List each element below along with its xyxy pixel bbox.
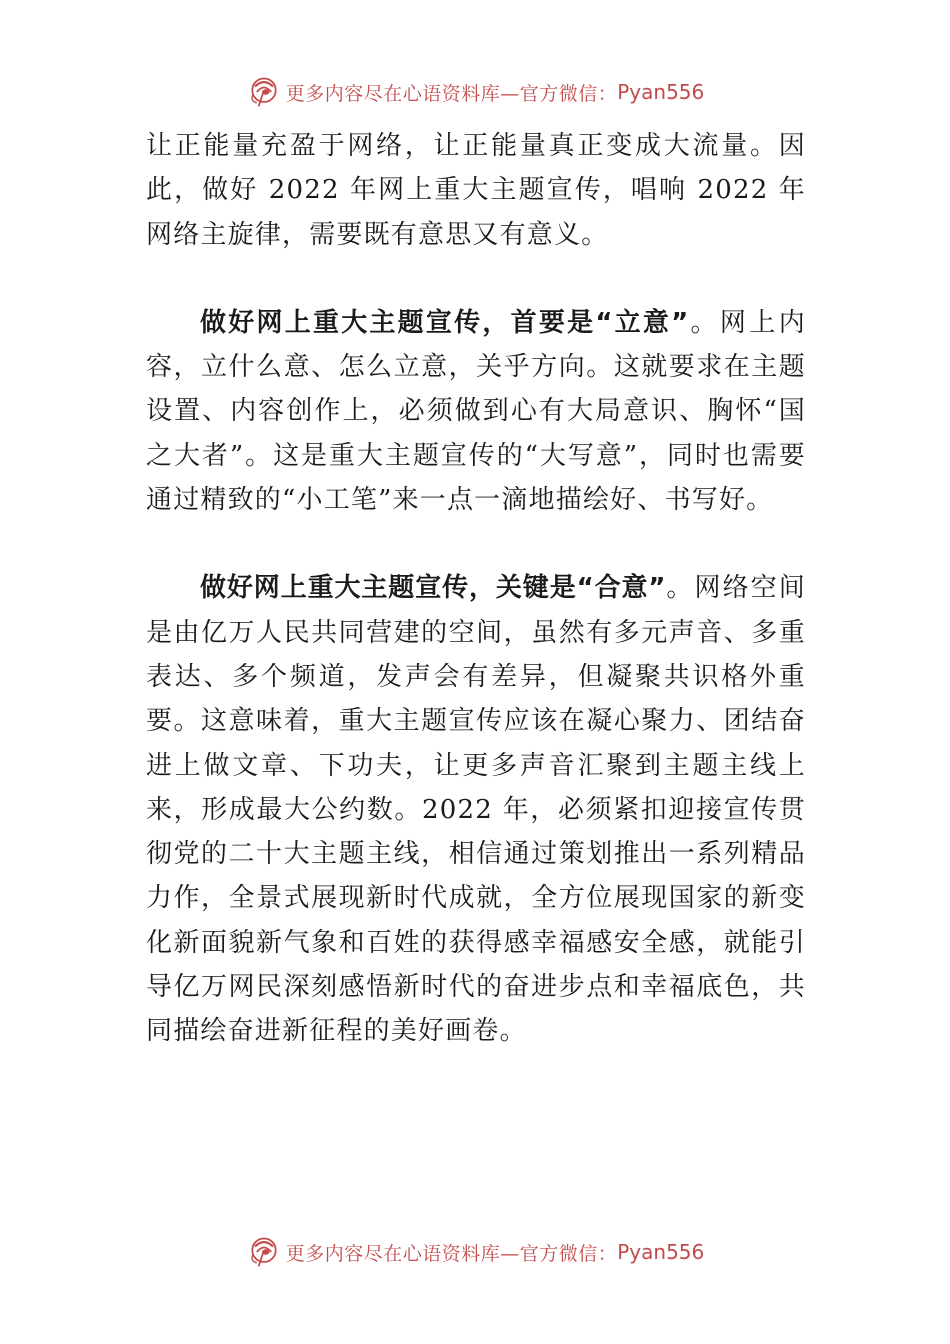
rose-logo-icon bbox=[246, 1234, 282, 1270]
page-header bbox=[0, 72, 950, 112]
footer-wechat-id: Pyan556 bbox=[617, 1240, 705, 1264]
paragraph-2-text: 。网上内容，立什么意、怎么立意，关乎方向。这就要求在主题设置、内容创作上，必须做到心有大局意识、胸怀“国之大者”。这是重大主题宣传的“大写意”，同时也需要通过精致的“小工笔”来一点一滴地描绘好、书写好。 bbox=[146, 307, 806, 516]
page-footer bbox=[0, 1232, 950, 1272]
paragraph-3-text: 。网络空间是由亿万人民共同营建的空间，虽然有多元声音、多重表达、多个频道，发声会有差异，但凝聚共识格外重要。这意味着，重大主题宣传应该在凝心聚力、团结奋进上做文章、下功夫，让更多声音汇聚到主题主线上来，形成最大公约数。2022 年，必须紧扣迎接宣传贯彻党的二十大主题主线，相信通过策划推出一系列精品力作，全景式展现新时代成就，全方位展现国家的新变化新面貌新气象和百姓的获得感幸福感安全感，就能引导亿万网民深刻感悟新时代的奋进步点和幸福底色，共同描绘奋进新征程的美好画卷。 bbox=[146, 573, 806, 1047]
rose-logo-icon bbox=[246, 74, 282, 110]
paragraph-3 bbox=[146, 566, 806, 1053]
paragraph-2-lead: 做好网上重大主题宣传，首要是“立意” bbox=[200, 307, 689, 338]
document-body bbox=[146, 124, 806, 1054]
paragraph-1: 让正能量充盈于网络，让正能量真正变成大流量。因此，做好 2022 年网上重大主题宣传，唱响 2022 年网络主旋律，需要既有意思又有意义。 bbox=[146, 131, 806, 250]
header-text: 更多内容尽在心语资料库—官方微信： bbox=[285, 82, 618, 105]
header-banner bbox=[246, 72, 705, 112]
paragraph-3-lead: 做好网上重大主题宣传，关键是“合意” bbox=[200, 573, 666, 604]
paragraph-2 bbox=[146, 301, 806, 522]
header-wechat-id: Pyan556 bbox=[617, 80, 705, 104]
footer-banner bbox=[246, 1232, 705, 1272]
footer-text: 更多内容尽在心语资料库—官方微信： bbox=[285, 1242, 618, 1265]
